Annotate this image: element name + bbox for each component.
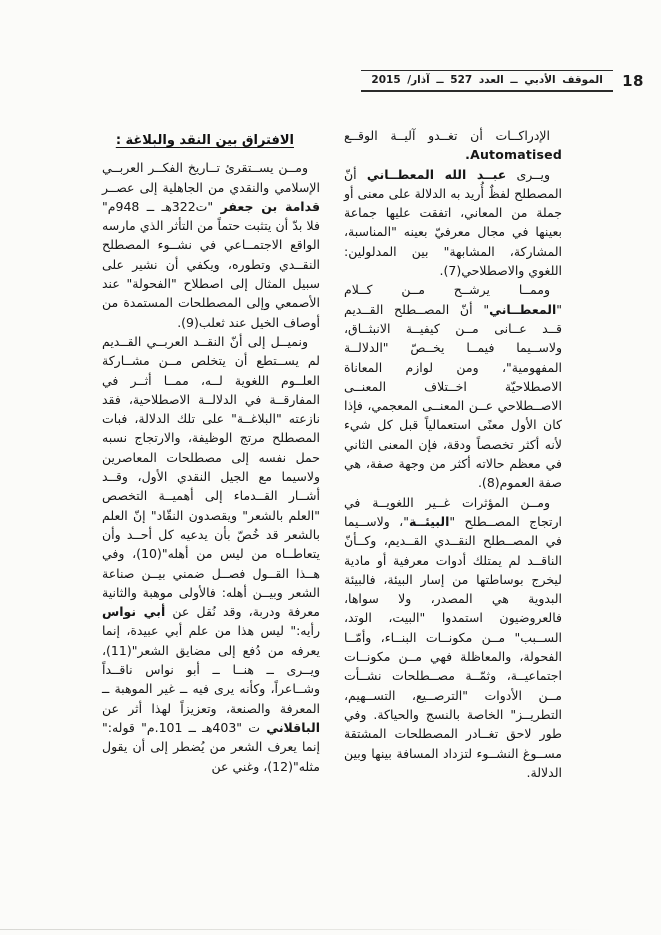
paragraph <box>102 332 320 776</box>
body-text: "ت322هـ ــ 948م" فلا بدّ أن يتثبت حتماً من التأثر الذي مارسه الواقع الاجتمــاعي في نشــوء المصطلح النقــدي وتطوره، ويكفي أن نشير على سبيل المثال إلى اصطلاح "الفحولة" عند الأصمعي وإلى المصطلحات المستمدة من أوصاف الخيل عند ثعلب(9). <box>102 198 320 330</box>
body-text: رأيه:" ليس هذا من علم أبي عبيدة، إنما يعرفه من دُفع إلى مضايق الشعر"(11)، ويــرى ــ هنــا ــ أبو نواس ناقــداً وشــاعراً، وكأنه يرى فيه ــ غير الموهبة ــ المعرفة والصنعة، وتعزيزاً لهذا أثر عن <box>102 623 320 716</box>
page-edge-shadow <box>0 929 661 930</box>
journal-header-band <box>361 70 613 92</box>
body-text: ت "403هـ ــ 101.م" قوله:" إنما يعرف الشعر من يُضطر إلى أن يقول مثله"(12)، وغني عن <box>102 719 320 774</box>
body-text: ويــرى <box>506 166 550 182</box>
page-number: 18 <box>622 72 644 90</box>
body-text: أنّ المصطلح لفظٌ أُريد به الدلالة على معنى أو جملة من المعاني، اتفقت عليها جماعة بعينها في مجال معرفيّ بعينه "المناسبة، المشاركة، المشابهة" بين المدلولين: اللغوي والاصطلاحي(7). <box>344 166 562 279</box>
emphasized-text: عبــد الله المعطــاني <box>366 166 507 182</box>
body-text: " أنّ المصــطلح القــديم قــد عــانى مــن كيفيــة الانبثــاق، ولاســيما فيمــا يخــصّ "الدلالــة المفهومية"، ومن لوازم المعاناة الاصطلاحيّة اخــتلاف المعنــى الاصــطلاحي عــن المعنــى المعجمي، فإذا كان الأول معنًى استعمالياً قبل كل شيء لأنه أكثر تخصصاً ودقة، فإن المعنى الثاني في معظم حالاته أكثر من وجهة صفة، هي صفة العموم(8). <box>344 301 562 491</box>
right-column-paragraphs <box>344 126 562 782</box>
left-column <box>102 126 320 782</box>
body-text: الإدراكــات أن تغــدو آليــة الوقــع <box>344 128 550 143</box>
paragraph <box>344 126 562 165</box>
right-column <box>344 126 562 782</box>
paragraph <box>344 493 562 782</box>
emphasized-text: أبي نواس <box>102 604 166 620</box>
body-text: "، ولاســيما في المصــطلح النقــدي القــديم، وكــأنّ الناقــد لم يمتلك أدوات معرفية أو مادية ليخرج بوساطتها من إسار البيئة، فالبيئة البدوية هي المصدر، ولا سواها، فالعروضيون استمدوا "البيت، الوتد، الســبب" مــن مكونــات البنــاء، وأمّــا الفحولة، والمعاظلة فهي مــن مكونــات اجتماعيــة، وثمّــة مصــطلحات نشــأت مــن الأدوات "الترصــيع، التســهيم، التطريــز" الخاصة بالنسج والحياكة. وفي طور لاحق تغــادر المصطلحات المشتقة مســوغ النشــوء لتزداد المسافة بينها وبين الدلالة. <box>344 513 562 780</box>
body-text: وممــا يرشــح مــن كــلام " <box>344 282 562 317</box>
emphasized-text: المعطــاني <box>489 301 557 317</box>
body-text: ونميــل إلى أنّ النقــد العربــي القــديم لم يســتطع أن يتخلص مــن مشــاركة العلــوم اللغوية لــه، ممــا أثــر في المفارقــة في الدلالــة الاصطلاحية، فقد نازعته "البلاغــة" على تلك الدلالة، فبات المصطلح مرتج الوظيفة، والارتجاج نسبه حمل نفسه إلى مصطلحات المعاصرين ولاسيما مع الجيل النقدي الأول، وقــد أشــار القــدماء إلى أهميــة التخصص "العلم بالشعر" ويقصدون النقّاد" إنّ العلم بالشعر قد خُصّ بأن يدعيه كل أحــد وأن يتعاطــاه من ليس من أهله"(10)، وفي هــذا القــول فصــل ضمني بيــن صناعة الشعر وبيــن أهله: فالأولى موهبة والثانية معرفة ودربة، وقد نُقل عن <box>102 333 320 620</box>
journal-title-line: الموقف الأدبي ــ العدد 527 ــ آذار/ 2015 <box>371 74 603 86</box>
page-header <box>361 70 644 92</box>
body-text: ومــن المؤثرات غــير اللغويــة في ارتجاج المصــطلح " <box>344 494 563 529</box>
section-heading: الافتراق بين النقد والبلاغة : <box>115 133 294 148</box>
emphasized-text: البيئــة <box>408 513 450 529</box>
emphasized-text: قدامة بن جعفر <box>220 198 321 214</box>
article-body <box>102 126 562 782</box>
emphasized-text: الباقلاني <box>266 719 320 735</box>
paragraph <box>344 280 562 492</box>
paragraph <box>344 165 562 281</box>
left-column-paragraphs <box>102 158 320 776</box>
paragraph <box>102 158 320 332</box>
body-text: ومــن يســتقرئ تــاريخ الفكــر العربــي الإسلامي والنقدي من الجاهلية إلى عصــر <box>102 160 320 195</box>
latin-term: Automatised. <box>465 147 562 163</box>
